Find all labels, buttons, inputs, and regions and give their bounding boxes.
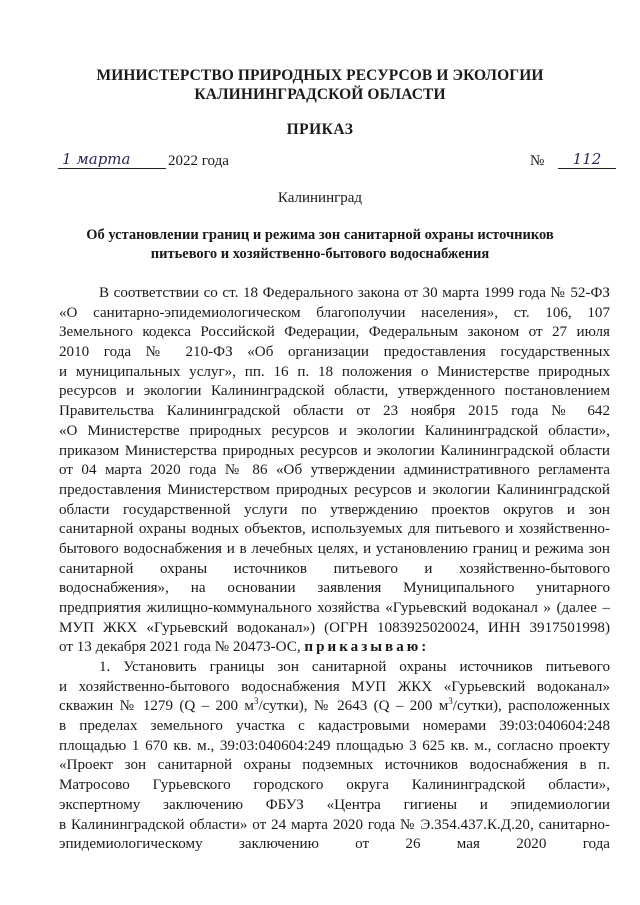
text-line: от 04 марта 2020 года № 86 «Об утверждении административного регламента: [59, 462, 610, 479]
handwritten-order-number: 112: [558, 150, 616, 169]
last-line-prefix: от 13 декабря 2021 года № 20473-ОС,: [59, 639, 301, 656]
text-line: «Проект зон санитарной охраны подземных источников водоснабжения в п.: [59, 757, 610, 774]
text-line: и хозяйственно-бытового водоснабжения МУП ЖКХ «Гурьевский водоканал»: [59, 678, 610, 695]
text-line: [59, 638, 610, 658]
text-line: в пределах земельного участка с кадастровыми номерами 39:03:040604:248: [59, 718, 610, 735]
number-label: №: [530, 153, 545, 169]
text-fragment: /сутки), расположенных: [452, 698, 610, 715]
text-line: В соответствии со ст. 18 Федерального закона от 30 марта 1999 года № 52-ФЗ: [99, 285, 610, 301]
text-line: приказом Министерства природных ресурсов и экологии Калининградской области: [59, 442, 610, 459]
city-name: Калининград: [277, 190, 363, 206]
text-line: Земельного кодекса Российской Федерации, Федеральным законом от 27 июля: [59, 324, 610, 341]
text-line: санитарной охраны водных объектов, используемых для питьевого и хозяйственно-: [59, 521, 610, 538]
order-subject: [70, 226, 570, 264]
date-number-row: [58, 150, 610, 176]
text-line: МУП ЖКХ «Гурьевский водоканал») (ОГРН 1083925020024, ИНН 3917501998): [59, 619, 610, 636]
text-fragment: скважин № 1279 (Q – 200 м: [59, 698, 254, 715]
text-line: экспертному заключению ФБУЗ «Центра гигиены и эпидемиологии: [59, 796, 610, 813]
text-line: водоснабжения», на основании заявления Муниципального унитарного: [59, 580, 610, 597]
text-line: и муниципальных услуг», пп. 16 п. 18 положения о Министерстве природных: [59, 363, 610, 380]
text-line: эпидемиологическому заключению от 26 мая 2020 года: [59, 836, 610, 853]
text-line: в Калининградской области» от 24 марта 2020 года № Э.354.437.К.Д.20, санитарно-: [59, 816, 610, 833]
text-line: Матросово Гурьевского городского округа Калининградской области»,: [59, 777, 610, 794]
text-line: предоставления Министерством природных ресурсов и экологии Калининградской: [59, 481, 610, 498]
text-line: «О санитарно-эпидемиологическом благополучии населения», ст. 106, 107: [59, 304, 610, 321]
subject-line-1: Об установлении границ и режима зон санитарной охраны источников: [86, 227, 554, 243]
subject-line-2: питьевого и хозяйственно-бытового водоснабжения: [150, 246, 490, 262]
text-line: [59, 697, 610, 717]
date-year: 2022 года: [168, 153, 229, 169]
ministry-heading: [0, 66, 640, 104]
text-line: области государственной услуги по утверждению проектов округов и зон: [59, 501, 610, 518]
order-keyword: приказываю:: [304, 639, 430, 656]
text-line: ресурсов и экологии Калининградской области, утвержденного постановлением: [59, 383, 610, 400]
superscript: 3: [253, 696, 259, 707]
text-line: 2010 года № 210-ФЗ «Об организации предоставления государственных: [59, 344, 610, 361]
text-line: «О Министерстве природных ресурсов и экологии Калининградской области»,: [59, 422, 610, 439]
clause-1-paragraph: [59, 658, 610, 855]
handwritten-date: 1 марта: [58, 150, 166, 169]
text-fragment: /сутки), № 2643 (Q – 200 м: [258, 698, 449, 715]
ministry-line-2: КАЛИНИНГРАДСКОЙ ОБЛАСТИ: [194, 86, 446, 103]
preamble-paragraph: [59, 284, 610, 658]
text-line: предприятия жилищно-коммунального хозяйства «Гурьевский водоканал » (далее –: [59, 600, 610, 616]
text-line: бытового водоснабжения и в лечебных целях, и установлению границ и режима зон: [59, 540, 610, 557]
order-title: ПРИКАЗ: [286, 121, 354, 138]
text-line: санитарной охраны источников питьевого и хозяйственно-бытового: [59, 560, 610, 577]
superscript: 3: [448, 696, 453, 707]
text-line: 1. Установить границы зон санитарной охраны источников питьевого: [99, 659, 610, 675]
ministry-line-1: МИНИСТЕРСТВО ПРИРОДНЫХ РЕСУРСОВ И ЭКОЛОГИИ: [96, 67, 544, 84]
text-line: Правительства Калининградской области от 23 ноября 2015 года № 642: [59, 403, 610, 420]
text-line: площадью 1 670 кв. м., 39:03:040604:249 площадью 3 625 кв. м., согласно проекту: [59, 737, 610, 754]
